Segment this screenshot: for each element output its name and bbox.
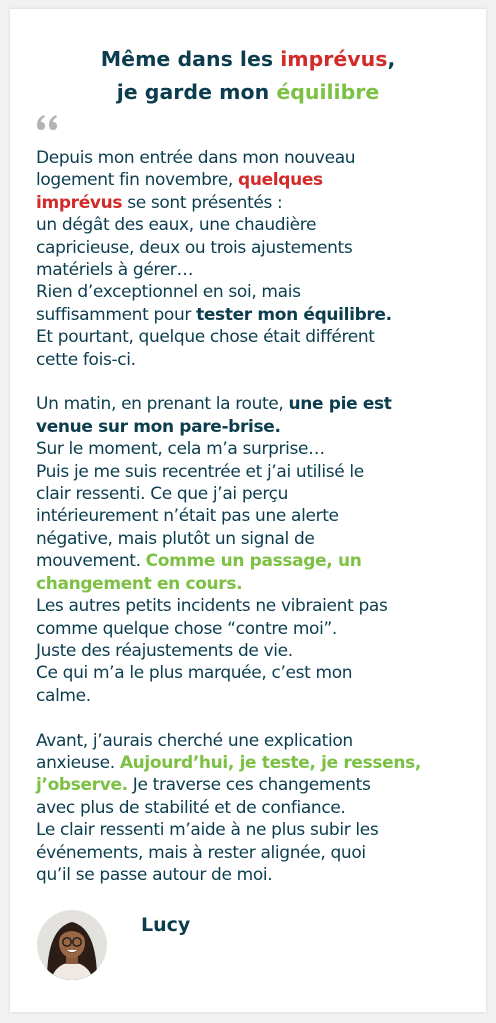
testimonial-paragraph-3: Avant, j’aurais cherché une explication anxieuse. Aujourd’hui, je teste, je ressens, j’observe. Je traverse ces changements avec plus de stabilité et de confiance. Le clair ressenti m’aide à ne plus subir les événements, mais à rester alignée, quoi qu’il se passe autour de moi. xyxy=(36,730,421,885)
testimonial-paragraph-1: Depuis mon entrée dans mon nouveau logement fin novembre, quelques imprévus se sont présentés : un dégât des eaux, une chaudière capricieuse, deux ou trois ajustements matériels à gérer… Rien d’exceptionnel en soi, mais suffisamment pour tester mon équilibre. Et pourtant, quelque chose était différent cette fois-ci. xyxy=(36,148,392,370)
title-line-2: je garde mon équilibre xyxy=(116,80,380,104)
testimonial-card xyxy=(10,9,486,1012)
title-highlight-imprevus: imprévus xyxy=(280,47,388,71)
author-avatar xyxy=(37,910,107,980)
testimonial-paragraph-2: Un matin, en prenant la route, une pie est venue sur mon pare-brise. Sur le moment, cela m’a surprise… Puis je me suis recentrée et j’ai utilisé le clair ressenti. Ce que j’ai perçu intérieurement n’était pas une alerte négative, mais plutôt un signal de mouvement. Comme un passage, un changement en cours. Les autres petits incidents ne vibraient pas comme quelque chose “contre moi”. Juste des réajustements de vie. Ce qui m’a le plus marquée, c’est mon calme. xyxy=(36,394,392,706)
title-highlight-equilibre: équilibre xyxy=(276,80,380,104)
testimonial-title xyxy=(10,43,486,109)
author-name: Lucy xyxy=(141,914,191,936)
testimonial-body xyxy=(36,147,474,909)
quote-mark-icon xyxy=(35,109,61,135)
title-line-1: Même dans les imprévus, xyxy=(100,47,396,71)
